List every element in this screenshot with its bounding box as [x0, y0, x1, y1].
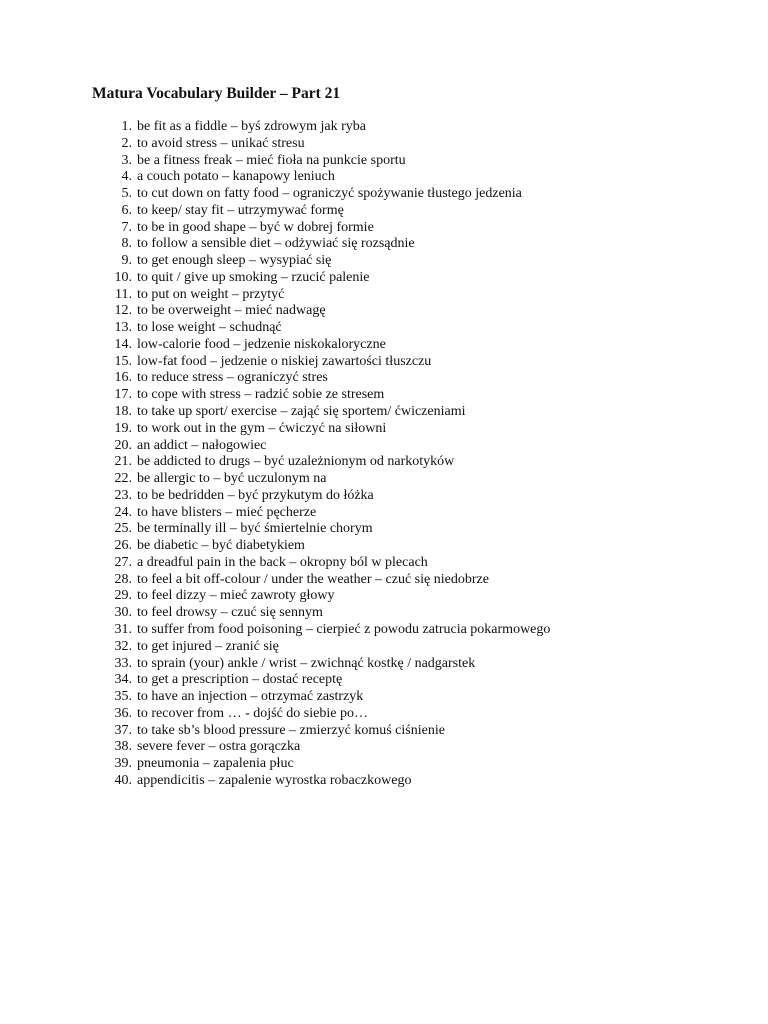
- list-item-text: to suffer from food poisoning – cierpieć z powodu zatrucia pokarmowego: [137, 621, 551, 637]
- list-item-text: to take up sport/ exercise – zająć się sportem/ ćwiczeniami: [137, 404, 466, 420]
- list-item-number: 23.: [114, 487, 132, 503]
- list-item-number: 9.: [121, 253, 132, 269]
- list-item-number: 31.: [114, 621, 132, 637]
- list-item-number: 34.: [114, 672, 132, 688]
- list-item-text: severe fever – ostra gorączka: [137, 739, 301, 755]
- list-item-text: low-fat food – jedzenie o niskiej zawartości tłuszczu: [137, 353, 432, 369]
- document-title: Matura Vocabulary Builder – Part 21: [92, 85, 341, 102]
- list-item-text: a couch potato – kanapowy leniuch: [137, 169, 335, 185]
- list-item-number: 25.: [114, 521, 132, 537]
- list-item-number: 5.: [121, 186, 132, 202]
- list-item-number: 37.: [114, 722, 132, 738]
- list-item-number: 20.: [114, 437, 132, 453]
- list-item-text: to get a prescription – dostać receptę: [137, 672, 343, 688]
- list-item-number: 29.: [114, 588, 132, 604]
- list-item-number: 26.: [114, 538, 132, 554]
- list-item-text: to cope with stress – radzić sobie ze stresem: [137, 387, 385, 403]
- list-item-number: 30.: [114, 605, 132, 621]
- list-item-text: to avoid stress – unikać stresu: [137, 135, 305, 151]
- list-item-text: pneumonia – zapalenia płuc: [137, 756, 294, 772]
- list-item-text: to lose weight – schudnąć: [137, 320, 282, 336]
- list-item-text: to feel drowsy – czuć się sennym: [137, 605, 323, 621]
- list-item-text: to follow a sensible diet – odżywiać się rozsądnie: [137, 236, 415, 252]
- list-item-text: be allergic to – być uczulonym na: [137, 471, 327, 487]
- list-item-number: 35.: [114, 689, 132, 705]
- list-item-text: an addict – nałogowiec: [137, 437, 267, 453]
- list-item-text: be addicted to drugs – być uzależnionym od narkotyków: [137, 454, 455, 470]
- list-item-text: to be in good shape – być w dobrej formie: [137, 219, 374, 235]
- list-item-number: 7.: [121, 219, 132, 235]
- list-item-number: 2.: [121, 135, 132, 151]
- list-item-text: to get injured – zranić się: [137, 638, 279, 654]
- list-item-number: 16.: [114, 370, 132, 386]
- list-item-number: 1.: [121, 119, 132, 134]
- list-item-text: be a fitness freak – mieć fioła na punkcie sportu: [137, 152, 406, 168]
- list-item-text: to reduce stress – ograniczyć stres: [137, 370, 328, 386]
- list-item-number: 27.: [114, 554, 132, 570]
- list-item-text: appendicitis – zapalenie wyrostka robaczkowego: [137, 772, 412, 788]
- list-item-text: to be bedridden – być przykutym do łóżka: [137, 487, 374, 503]
- list-item-text: to have an injection – otrzymać zastrzyk: [137, 689, 364, 705]
- list-item-number: 32.: [114, 638, 132, 654]
- list-item-number: 10.: [114, 269, 132, 285]
- list-item-number: 14.: [114, 336, 132, 352]
- list-item-number: 21.: [114, 454, 132, 470]
- list-item-text: to recover from … - dojść do siebie po…: [137, 705, 368, 721]
- list-item-text: to put on weight – przytyć: [137, 286, 285, 302]
- list-item-number: 15.: [114, 353, 132, 369]
- list-item-number: 4.: [121, 169, 132, 185]
- list-item-text: to feel dizzy – mieć zawroty głowy: [137, 588, 335, 604]
- list-item-text: be fit as a fiddle – byś zdrowym jak ryba: [137, 119, 366, 134]
- list-item-number: 22.: [114, 471, 132, 487]
- list-item-number: 33.: [114, 655, 132, 671]
- list-item-number: 40.: [114, 772, 132, 788]
- list-item-number: 6.: [121, 202, 132, 218]
- list-item-text: be terminally ill – być śmiertelnie chorym: [137, 521, 373, 537]
- list-item-number: 3.: [121, 152, 132, 168]
- list-item-number: 39.: [114, 756, 132, 772]
- list-item-number: 11.: [115, 286, 132, 302]
- list-item-number: 24.: [114, 504, 132, 520]
- list-item-text: be diabetic – być diabetykiem: [137, 538, 305, 554]
- list-item-number: 19.: [114, 420, 132, 436]
- list-item-text: to work out in the gym – ćwiczyć na siłowni: [137, 420, 387, 436]
- list-item-text: to quit / give up smoking – rzucić palenie: [137, 269, 370, 285]
- list-item-text: to feel a bit off-colour / under the weather – czuć się niedobrze: [137, 571, 489, 587]
- list-item-number: 8.: [121, 236, 132, 252]
- list-item-number: 13.: [114, 320, 132, 336]
- list-item-number: 12.: [114, 303, 132, 319]
- list-item-text: to cut down on fatty food – ograniczyć spożywanie tłustego jedzenia: [137, 186, 522, 202]
- list-item-text: to take sb’s blood pressure – zmierzyć komuś ciśnienie: [137, 722, 445, 738]
- list-item-number: 28.: [114, 571, 132, 587]
- list-item-number: 38.: [114, 739, 132, 755]
- list-item-text: to get enough sleep – wysypiać się: [137, 253, 332, 269]
- list-item-text: low-calorie food – jedzenie niskokaloryczne: [137, 336, 386, 352]
- list-item-number: 36.: [114, 705, 132, 721]
- list-item-text: to keep/ stay fit – utrzymywać formę: [137, 202, 344, 218]
- list-item-number: 17.: [114, 387, 132, 403]
- list-item-number: 18.: [114, 404, 132, 420]
- list-item-text: to have blisters – mieć pęcherze: [137, 504, 317, 520]
- list-item-text: to sprain (your) ankle / wrist – zwichnąć kostkę / nadgarstek: [137, 655, 476, 671]
- list-item-text: to be overweight – mieć nadwagę: [137, 303, 326, 319]
- list-item-text: a dreadful pain in the back – okropny ból w plecach: [137, 554, 428, 570]
